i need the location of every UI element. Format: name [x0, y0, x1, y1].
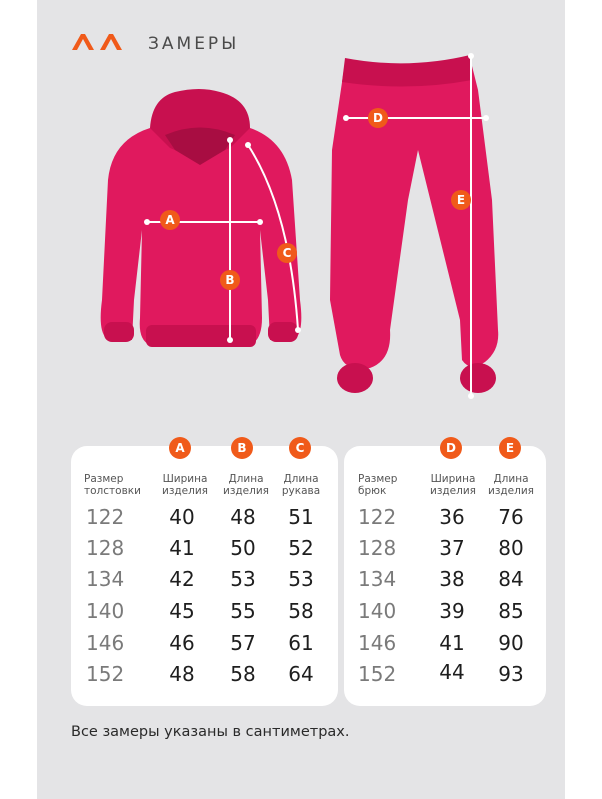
- hoodie-cell: 61: [288, 631, 314, 655]
- marker-d: D: [373, 111, 383, 125]
- marker-c: C: [282, 246, 292, 260]
- column-badge-c: C: [289, 437, 311, 459]
- hoodie-cell: 48: [230, 505, 256, 529]
- pants-cell: 41: [439, 631, 465, 655]
- hoodie-cell: 58: [230, 662, 256, 686]
- header-hoodie-length: Длина изделия: [223, 473, 269, 497]
- pants-cell: 44: [439, 660, 465, 684]
- hoodie-row-size: 146: [86, 631, 125, 655]
- pants-cell: 84: [498, 567, 524, 591]
- pants-cell: 76: [498, 505, 524, 529]
- pants-row-size: 128: [358, 536, 397, 560]
- marker-e: E: [456, 193, 466, 207]
- header-pants-length: Длина изделия: [488, 473, 534, 497]
- hoodie-row-size: 122: [86, 505, 125, 529]
- column-badge-e: E: [499, 437, 521, 459]
- hoodie-image: [101, 89, 302, 347]
- header-pants-size: Размер брюк: [358, 473, 398, 497]
- pants-cell: 38: [439, 567, 465, 591]
- hoodie-cell: 55: [230, 599, 256, 623]
- page-title: ЗАМЕРЫ: [148, 34, 240, 54]
- pants-cell: 90: [498, 631, 524, 655]
- hoodie-row-size: 134: [86, 567, 125, 591]
- column-badge-b: B: [231, 437, 253, 459]
- pants-cell: 85: [498, 599, 524, 623]
- pants-row-size: 152: [358, 662, 397, 686]
- pants-cell: 93: [498, 662, 524, 686]
- pants-image: [330, 55, 498, 393]
- hoodie-cell: 51: [288, 505, 314, 529]
- header-hoodie-width: Ширина изделия: [162, 473, 208, 497]
- pants-cell: 80: [498, 536, 524, 560]
- hoodie-cell: 41: [169, 536, 195, 560]
- pants-cell: 36: [439, 505, 465, 529]
- hoodie-row-size: 152: [86, 662, 125, 686]
- hoodie-row-size: 140: [86, 599, 125, 623]
- hoodie-cell: 58: [288, 599, 314, 623]
- pants-row-size: 140: [358, 599, 397, 623]
- column-badge-d: D: [440, 437, 462, 459]
- hoodie-cell: 45: [169, 599, 195, 623]
- hoodie-cell: 52: [288, 536, 314, 560]
- pants-row-size: 134: [358, 567, 397, 591]
- column-badge-a: A: [169, 437, 191, 459]
- hoodie-cell: 42: [169, 567, 195, 591]
- pants-row-size: 146: [358, 631, 397, 655]
- header-hoodie-size: Размер толстовки: [84, 473, 141, 497]
- pants-row-size: 122: [358, 505, 397, 529]
- hoodie-cell: 48: [169, 662, 195, 686]
- header-hoodie-sleeve: Длина рукава: [281, 473, 321, 497]
- marker-a: A: [165, 213, 175, 227]
- hoodie-cell: 64: [288, 662, 314, 686]
- hoodie-cell: 40: [169, 505, 195, 529]
- marker-b: B: [225, 273, 235, 287]
- hoodie-cell: 57: [230, 631, 256, 655]
- pants-cell: 39: [439, 599, 465, 623]
- hoodie-cell: 50: [230, 536, 256, 560]
- footnote: Все замеры указаны в сантиметрах.: [71, 724, 350, 740]
- header-pants-width: Ширина изделия: [430, 473, 476, 497]
- hoodie-cell: 53: [288, 567, 314, 591]
- hoodie-cell: 46: [169, 631, 195, 655]
- hoodie-row-size: 128: [86, 536, 125, 560]
- pants-cell: 37: [439, 536, 465, 560]
- hoodie-cell: 53: [230, 567, 256, 591]
